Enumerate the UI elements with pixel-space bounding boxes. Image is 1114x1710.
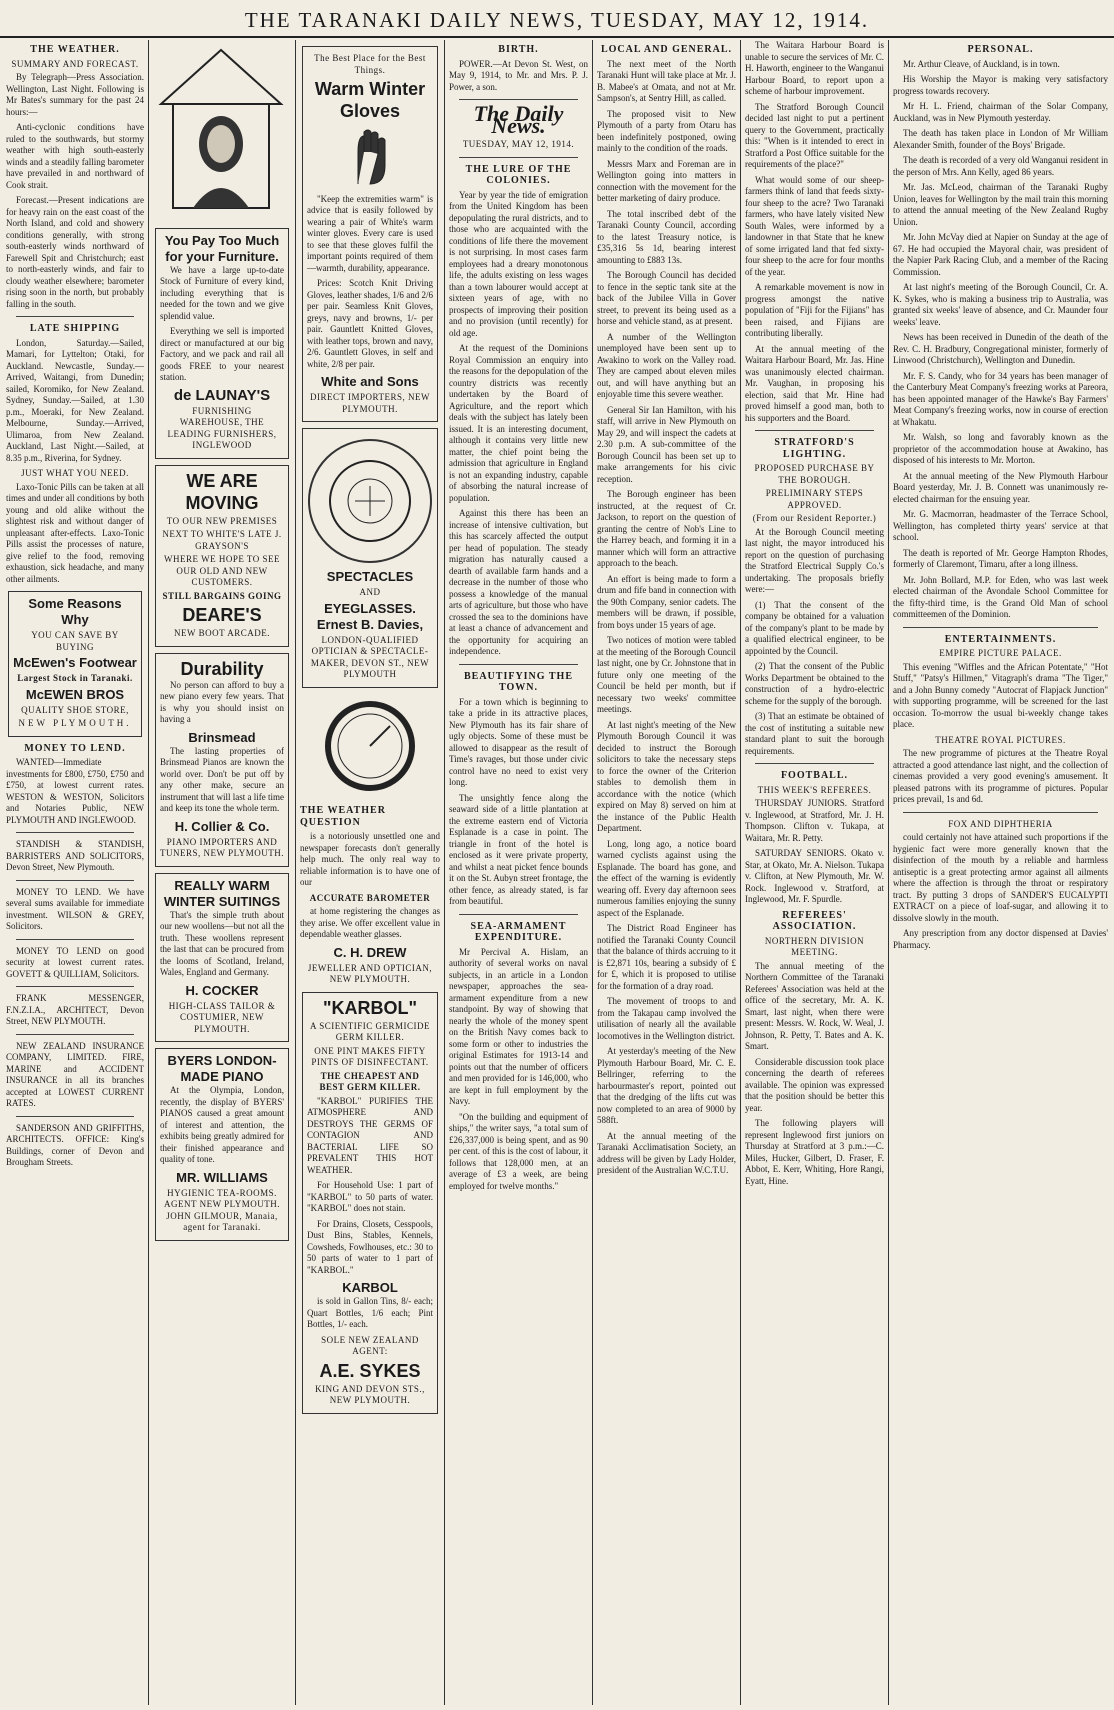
gloves-top: The Best Place for the Best Things.	[314, 53, 426, 75]
news-paragraph: A remarkable movement is now in progress amongst the native population of "Fiji for the Fijians" has been raised, and Fijians are contributing liberally.	[745, 282, 884, 338]
beautify-paragraph: The unsightly fence along the seaward side of a little plantation at the extreme eastern end of Victoria Esplanade is a case in point. The triangle in front of the hotel is enclosed as it were private property, and whilst a neat picket fence bounds it on the St. Aubyn street frontage, the other fence, as already stated, is far from beautiful.	[449, 792, 588, 906]
glove-illustration	[340, 126, 400, 186]
local-paragraph: The total inscribed debt of the Taranaki County Council, according to the latest Treasury notice, is £35,316 5s 1d, bearing interest amounting to £883 13s.	[597, 208, 736, 265]
white-sons-sub: DIRECT IMPORTERS, NEW PLYMOUTH.	[309, 392, 431, 414]
column-5	[597, 40, 736, 1705]
barometer-headline: ACCURATE BAROMETER	[309, 892, 431, 903]
spectacles-headline: SPECTACLES	[326, 569, 414, 584]
moving-bargains: STILL BARGAINS GOING	[162, 590, 282, 601]
suitings-paragraph: That's the simple truth about our new woollens—but not all the truth. These woollens represent the last that can be procured from the looms of Scotland, Ireland, Wales, England and Germany.	[160, 909, 284, 977]
personal-paragraph: At last night's meeting of the Borough Council, Cr. A. K. Sykes, who is making a business trip to Australia, was granted six weeks' leave of absence, and Cr. Maunder four weeks' leave.	[893, 282, 1108, 327]
karbol-paragraph: For Drains, Closets, Cesspools, Dust Bins, Stables, Kennels, Cowsheds, Fowlhouses, etc.: 30 to 50 parts of water to 1 part of "KARBOL."	[307, 1218, 433, 1275]
deare-sub: NEW BOOT ARCADE.	[174, 628, 270, 638]
local-paragraph: An effort is being made to form a drum and fife band in connection with the 90th Company, senior cadets. The members will be drawn, if possible, from boys under 15 years of age.	[597, 573, 736, 630]
divider	[16, 1034, 134, 1035]
karbol-paragraph: "KARBOL" PURIFIES THE ATMOSPHERE AND DESTROYS THE GERMS OF CONTAGION AND BACTERIAL LIFE SO PREVALENT THIS HOT WEATHER.	[307, 1095, 433, 1175]
and-word: AND	[359, 587, 381, 597]
optician-seal-icon	[308, 439, 432, 563]
stratford-paragraph: (1) That the consent of the company be obtained for a valuation of the company's plant to be made by a qualified electrical engineer, to be appointed by the Council.	[745, 599, 884, 656]
personal-paragraph: Mr. Jas. McLeod, chairman of the Taranaki Rugby Union, leaves for Wellington by the mail train this morning to attend the annual meeting of the New Zealand Rugby Union.	[893, 182, 1108, 227]
moving-sub: NEXT TO WHITE'S LATE J. GRAYSON'S	[162, 529, 282, 551]
masthead	[0, 0, 1114, 38]
karbol-agent: SOLE NEW ZEALAND AGENT:	[321, 1334, 419, 1356]
royal-paragraph: The new programme of pictures at the Theatre Royal attracted a good attendance last night, and the collection of cinemas provided a very good evening's amusement. It pleased patrons with its programme of pictures. Popular prices prevail, 1s and 6d.	[893, 748, 1108, 804]
news-paragraph: The Stratford Borough Council decided last night to put a pertinent query to the Government, practically this: "When is it intended to erect in Stratford a Post Office suitable for the requirements of the place?"	[745, 101, 884, 169]
news-paragraph: At the annual meeting of the Waitara Harbour Board, Mr. Jas. Hine was unanimously elected chairman. Mr. Vaughan, in proposing his election, said that Mr. Hine had proved himself a good man, both to his supporters and the Board.	[745, 343, 884, 423]
sea-paragraph: Mr Percival A. Hislam, an authority of several works on naval subjects, in an article in a London newspaper, approaches the sea-armament expenditure from a new standpoint. By way of showing that nearly the whole of the money spent on the British Navy comes back to some form or other to industries the original Estimates for 1913-14 and points out that the number of officers and men provided for is 146,000, who are kept in full employment by the Navy.	[449, 946, 588, 1106]
furniture-advert	[155, 228, 289, 459]
weather-paragraph: Anti-cyclonic conditions have ruled to the southwards, but stormy weather with high south-easterly winds and a steadily falling barometer have prevailed in and northward of Cook strait.	[6, 122, 144, 190]
mcewen-town: NEW PLYMOUTH.	[18, 718, 132, 728]
cocker-brand: H. COCKER	[185, 982, 259, 998]
divider	[755, 430, 874, 431]
divider	[16, 316, 134, 317]
karbol-line: THE CHEAPEST AND BEST GERM KILLER.	[319, 1070, 421, 1092]
local-paragraph: Two notices of motion were tabled at the meeting of the Borough Council last night, one by Cr. Johnstone that in future only one meeting of the Council be held per month, but if necessary two weeks' committee meetings.	[597, 635, 736, 714]
local-paragraph: At last night's meeting of the New Plymouth Borough Council it was decided to instruct the Borough solicitors to take the necessary steps to force the owner of the Criterion stables to demolish them in accordance with the notice (which expired on May 8) served on him at the instance of the Public Health Department.	[597, 719, 736, 833]
local-paragraph: Long, long ago, a notice board warned cyclists against using the Esplanade. The board has gone, and the effect of the warning is evidently wearing off. Every day afternoon sees numerous families enjoying the sunny aspect of the Esplanade.	[597, 838, 736, 918]
local-heading: LOCAL AND GENERAL.	[600, 44, 733, 55]
divider	[16, 832, 134, 833]
local-paragraph: At the annual meeting of the Taranaki Acclimatisation Society, an address will be given by Lady Holder, president of the Australian W.C.T.U.	[597, 1130, 736, 1175]
divider	[459, 914, 578, 915]
gloves-advert	[302, 46, 438, 422]
karbol-headline: "KARBOL"	[322, 997, 418, 1018]
cocker-sub: HIGH-CLASS TAILOR & COSTUMIER, NEW PLYMOUTH.	[168, 1000, 276, 1034]
delaunay-brand: de LAUNAY'S	[173, 386, 271, 404]
govett-advert: MONEY TO LEND on good security at lowest current rates. GOVETT & QUILLIAM, Solicitors.	[6, 945, 144, 979]
sea-heading: SEA-ARMAMENT EXPENDITURE.	[470, 920, 567, 943]
money-heading: MONEY TO LEND.	[24, 742, 126, 754]
personal-paragraph: News has been received in Dunedin of the death of the Rev. C. H. Bradbury, Congregational minister, formerly of Linwood (Christchurch), Wellington and Dunedin.	[893, 332, 1108, 365]
sykes-sub: KING AND DEVON STS., NEW PLYMOUTH.	[315, 1383, 425, 1405]
collier-sub: PIANO IMPORTERS AND TUNERS, NEW PLYMOUTH.	[160, 836, 284, 858]
column-2	[153, 40, 291, 1705]
football-sub: THIS WEEK'S REFEREES.	[757, 784, 872, 795]
royal-heading: THEATRE ROYAL PICTURES.	[935, 734, 1066, 745]
shipping-heading: LATE SHIPPING	[29, 323, 121, 334]
personal-paragraph: At the annual meeting of the New Plymouth Harbour Board yesterday, Mr. J. B. Connett was unanimously re-elected chairman for the ensuing year.	[893, 470, 1108, 504]
divider	[903, 812, 1098, 813]
referees-heading: REFEREES' ASSOCIATION.	[772, 909, 857, 932]
column-rule	[740, 40, 741, 1705]
beautify-paragraph: For a town which is beginning to take a pride in its attractive places, New Plymouth has its fair share of ugly objects. Some of these must be allowed to disappear as the result of Time's ravages, but those under civic control have no need to exist very long.	[449, 696, 588, 787]
moving-sub: TO OUR NEW PREMISES	[166, 515, 278, 526]
divider	[16, 939, 134, 940]
entertainments-heading: ENTERTAINMENTS.	[944, 633, 1057, 645]
durability-headline: Durability	[180, 658, 264, 679]
weather-subheading: SUMMARY AND FORECAST.	[11, 58, 139, 69]
personal-paragraph: Mr. F. S. Candy, who for 34 years has been manager of the Canterbury Meat Company's freezing works at Pareora, has been appointed manager of the Hawke's Bay Farmers' Meat Company's freezing works, now in course of erection at Whakatu.	[893, 370, 1108, 427]
fox-paragraph: Any prescription from any doctor dispensed at Davies' Pharmacy.	[893, 928, 1108, 950]
column-7	[893, 40, 1108, 1705]
mcewen-store: QUALITY SHOE STORE,	[21, 704, 129, 715]
shipping-paragraph: London, Saturday.—Sailed, Mamari, for Lyttelton; Otaki, for Auckland. Newcastle, Sunday.—Arrived, Waitangi, from Dunedin; sailed, Koromiko, for New Zealand. Sydney, Sunday.—Sailed, at 1.30 p.m., Moeraki, for New Zealand. Melbourne, Sunday.—Arrived, Ulimaroa, from New Zealand. Auckland, Last Night.—Sailed, at 8.35 p.m., Riverina, for Sydney.	[6, 337, 144, 463]
weather-paragraph: By Telegraph—Press Association. Wellington, Last Night. Following is Mr Bates's summary for the past 24 hours:—	[6, 72, 144, 117]
drew-sub: JEWELLER AND OPTICIAN, NEW PLYMOUTH.	[307, 962, 433, 984]
personal-paragraph: The death has taken place in London of Mr William Alexander Smith, founder of the Boys' Brigade.	[893, 128, 1108, 150]
divider	[16, 1116, 134, 1117]
local-paragraph: The Borough Council has decided to fence in the septic tank site at the back of the Jubilee Villa in Gover street, to prevent its being used as a horse and vehicle stand, as at present.	[597, 270, 736, 326]
local-paragraph: The next meet of the North Taranaki Hunt will take place at Mr. J. B. Mabee's at Omata, and not at Mr. Sampson's, at Sentry Hill, as called.	[597, 58, 736, 103]
local-paragraph: The movement of troops to and from the Takapau camp involved the utilisation of nearly all the available locomotives in the Wellington district.	[597, 996, 736, 1041]
sea-paragraph: "On the building and equipment of ships," the writer says, "a total sum of £26,337,000 is being spent, and as 90 per cent. of this is the cost of labour, it follows that 128,000 men, at an average of £3 a week, are being employed for twelve months."	[449, 1111, 588, 1191]
divider	[16, 880, 134, 881]
piano-advert	[155, 653, 289, 867]
karbol-brand: KARBOL	[342, 1280, 398, 1295]
standish-advert: STANDISH & STANDISH, BARRISTERS AND SOLICITORS, Devon Street, New Plymouth.	[6, 839, 144, 872]
weather-question-paragraph: is a notoriously unsettled one and newspaper forecasts don't generally help much. The only real way to reliable information is to have one of our	[300, 831, 440, 887]
newspaper-masthead-title: THE TARANAKI DAILY NEWS, TUESDAY, MAY 12, 1914.	[244, 8, 870, 32]
lure-paragraph: Against this there has been an increase of intensive cultivation, but this has scarcely affected the output per head of population. The steady migration has naturally caused a dearth of available farm hands and a decrease in the number of those who possess a knowledge of the manual arts of agriculture, but those who have crossed the sea to the dominions have at least a chance of advancement and the opportunity for acquiring an independence.	[449, 508, 588, 656]
williams-brand: MR. WILLIAMS	[176, 1169, 268, 1185]
local-paragraph: The Borough engineer has been instructed, at the request of Cr. Jackson, to report on the question of granting the centre of Nob's Line to the Harrey beach, and forming it in a manner which will form an attractive approach to the beach.	[597, 489, 736, 568]
mcewen-advert	[8, 591, 142, 737]
fox-heading: FOX AND DIPHTHERIA	[948, 818, 1053, 829]
mcewen-headline: Some Reasons Why	[28, 596, 122, 627]
divider	[459, 157, 578, 158]
column-4	[449, 40, 588, 1705]
divider	[459, 664, 578, 665]
moving-headline-2: MOVING	[185, 492, 259, 513]
barometer-paragraph: at home registering the changes as they arise. We offer excellent value in dependable weather glasses.	[300, 906, 440, 939]
laxo-heading: JUST WHAT YOU NEED.	[21, 468, 129, 478]
house-portrait-illustration	[153, 44, 289, 214]
birth-paragraph: POWER.—At Devon St. West, on May 9, 1914, to Mr. and Mrs. P. J. Power, a son.	[449, 58, 588, 92]
divider	[16, 986, 134, 987]
brinsmead-paragraph: The lasting properties of Brinsmead Pianos are known the world over. Don't be put off by any other make, secure an instrument that will last a life time and keep its tone the whole term.	[160, 745, 284, 813]
news-paragraph: What would some of our sheep-farmers think of land that feeds sixty-four sheep to the acre? Two Taranaki farmers, who have lately visited New South Wales, were informed by a landowner in that State that he knew of some irrigated land that fed sixty-four sheep to the acre for four months of the year.	[745, 174, 884, 277]
football-paragraph: SATURDAY SENIORS. Okato v. Star, at Okato, Mr. A. Nielson. Tukapa v. Clifton, at New Plymouth, Mr. W. Rock. Inglewood v. Stratford, at Inglewood, Mr. F. Spurdle.	[745, 848, 884, 904]
stratford-heading: STRATFORD'S LIGHTING.	[774, 437, 855, 460]
messenger-advert: FRANK MESSENGER, F.N.Z.I.A., ARCHITECT, Devon Street, NEW PLYMOUTH.	[6, 993, 144, 1026]
weather-question-heading: THE WEATHER QUESTION	[300, 805, 386, 828]
local-paragraph: General Sir Ian Hamilton, with his staff, will arrive in New Plymouth on May 29, and will inspect the cadets at 2.30 p.m. A sub-committee of the Borough Council has been set up to make arrangements for his civic reception.	[597, 404, 736, 484]
mcewen-sub: YOU CAN SAVE BY BUYING	[31, 630, 119, 652]
furniture-paragraph: We have a large up-to-date Stock of Furniture of every kind, including everything that is needed for the town and we give splendid value.	[160, 264, 284, 321]
laxo-paragraph: Laxo-Tonic Pills can be taken at all times and under all conditions by both young and old alike without the slightest risk and without danger of unpleasant after-effects. Laxo-Tonic Pills assist the processes of nature, give relief to the food, removing exhaustion, sick headache, and many other ailments.	[6, 481, 144, 584]
personal-heading: PERSONAL.	[967, 44, 1034, 55]
drew-brand: C. H. DREW	[333, 944, 407, 960]
stratford-sub: (From our Resident Reporter.)	[752, 513, 877, 523]
column-6	[745, 40, 884, 1705]
durability-paragraph: No person can afford to buy a new piano every few years. That is why you should insist on having a	[160, 679, 284, 724]
gloves-prices: Prices: Scotch Knit Driving Gloves, leather shades, 1/6 and 2/6 per pair. Seamless Knit Gloves, greys, navy and browns, 1/- per pair. Gauntlett Knitted Gloves, with leather tops, brown and navy, 2/6. Gauntlett Gloves, in self and white, 2/8 per pair.	[307, 278, 433, 369]
furniture-headline: You Pay Too Much	[164, 232, 280, 248]
gloves-paragraph: "Keep the extremities warm" is advice that is easily followed by wearing a pair of White's warm winter gloves. Every care is used to see that these gloves fulfil the important points required of them—warmth, durability, appearance.	[307, 193, 433, 273]
local-paragraph: The District Road Engineer has notified the Taranaki County Council that the balance of thirds accruing to it is £2,871 10s, bearing a subsidy of £ for £, which it is proposed to utilise for the formation of a dray road.	[597, 923, 736, 991]
news-paragraph: The Waitara Harbour Board is unable to secure the services of Mr. C. H. Haworth, engineer to the Wanganui Harbour Board, to report upon a scheme of harbour improvement.	[745, 40, 884, 96]
gloves-headline: Warm Winter Gloves	[314, 79, 426, 121]
personal-paragraph: Mr. Walsh, so long and favorably known as the proprietor of the accommodation house at Awakino, has disposed of his interests to Mr. Morton.	[893, 432, 1108, 465]
byers-paragraph: At the Olympia, London, recently, the display of BYERS' PIANOS caused a great amount of interest and attention, the exhibits being greatly admired for their finished appearance and quality of tone.	[160, 1085, 284, 1164]
byers-headline: BYERS LONDON-MADE PIANO	[167, 1053, 277, 1084]
brinsmead-brand: Brinsmead	[188, 729, 256, 745]
griffiths-advert: SANDERSON AND GRIFFITHS, ARCHITECTS. OFFICE: King's Buildings, corner of Devon and Brougham Streets.	[6, 1122, 144, 1167]
referees-sub: NORTHERN DIVISION MEETING.	[764, 935, 865, 957]
mcewen-name: McEWEN BROS	[25, 686, 125, 702]
column-1	[6, 40, 144, 1705]
byers-advert	[155, 1048, 289, 1241]
lure-paragraph: Year by year the tide of emigration from the United Kingdom has been depopulating the rural districts, and to those who are acquainted with the conditions of life there the movement is not surprising. In most cases farm employees had a dreary monotonous life, the adults existing on less wages than a town labourer would accept at sixteen years of age, with no prospects of improving their position and no provision (until recently) for old age.	[449, 189, 588, 338]
personal-paragraph: Mr. John Bollard, M.P. for Eden, who was last week elected chairman of the Avondale School Committee for the fifty-third time, is the Grand Old Man of school committeemen of the Dominion.	[893, 574, 1108, 619]
wilson-advert: MONEY TO LEND. We have several sums available for immediate investment. WILSON & GREY, Solicitors.	[6, 886, 144, 931]
column-rule	[444, 40, 445, 1705]
karbol-paragraph: is sold in Gallon Tins, 8/- each; Quart Bottles, 1/6 each; Pint Bottles, 1/- each.	[307, 1296, 433, 1329]
paper-date: TUESDAY, MAY 12, 1914.	[462, 139, 575, 149]
local-paragraph: Messrs Marx and Foreman are in Wellington going into matters in connection with the movement for the better marketing of dairy produce.	[597, 158, 736, 203]
deare-brand: DEARE'S	[182, 605, 262, 625]
stratford-paragraph: (3) That an estimate be obtained of the cost of instituting a suitable new standard plant to suit the borough requirements.	[745, 711, 884, 756]
stratford-sub: PRELIMINARY STEPS APPROVED.	[765, 488, 864, 510]
karbol-sub: A SCIENTIFIC GERMICIDE GERM KILLER.	[309, 1020, 430, 1042]
moving-advert	[155, 465, 289, 647]
referees-paragraph: The following players will represent Inglewood first juniors on Thursday at Stratford at 3 p.m.:—C. Miles, Hucker, Gilbert, D. Fraser, F. Abbot, E. Kerr, Whiting, Hore Rangi, Eyatt, Hine.	[745, 1118, 884, 1186]
personal-paragraph: Mr. John McVay died at Napier on Sunday at the age of 67. He had occupied the Mayoral chair, was president of the Napier Park Racing Club, and a member of the Racing Commission.	[893, 232, 1108, 277]
personal-paragraph: Mr H. L. Friend, chairman of the Solar Company, Auckland, was in New Plymouth yesterday.	[893, 101, 1108, 123]
local-paragraph: A number of the Wellington unemployed have been sent up to Awakino to work on the Valley road. They are camped about eleven miles out, and will have anything but an enjoyable time this severe weather.	[597, 331, 736, 399]
moving-sub: WHERE WE HOPE TO SEE OUR OLD AND NEW CUSTOMERS.	[164, 554, 280, 587]
local-paragraph: At yesterday's meeting of the New Plymouth Harbour Board, Mr. C. E. Bellringer, referring to the harbourmaster's report, pointed out that the dredging of the lifts cut was now completed to an area of 9000 by 588ft.	[597, 1046, 736, 1125]
weather-paragraph: Forecast.—Present indications are for heavy rain on the east coast of the North Island, and cold and showery conditions generally, with strong south-easterly winds northward of Farewell Spit and Christchurch; east to north-easterly winds, and fair to cloudy weather elsewhere; barometer rising soon in the north, but probably falling in the south.	[6, 195, 144, 309]
personal-paragraph: His Worship the Mayor is making very satisfactory progress towards recovery.	[893, 74, 1108, 96]
mcewen-stock: Largest Stock in Taranaki.	[17, 673, 133, 683]
fox-paragraph: could certainly not have attained such proportions if the hygienic fact were more generally known that the disinfection of the mouth by a reliable and harmless antiseptic is a great protecting armor against all ailments where the affection is through the throat or respiratory tract. By putting 3 drops of SANDER'S EUCALYPTI EXTRACT on a piece of loaf-sugar, and allowing it to dissolve slowly in the mouth.	[893, 832, 1108, 923]
suitings-headline: REALLY WARM WINTER SUITINGS	[163, 877, 281, 909]
insurance-advert: NEW ZEALAND INSURANCE COMPANY, LIMITED. FIRE, MARINE and ACCIDENT INSURANCE in all its branches accepted at LOWEST CURRENT RATES.	[6, 1040, 144, 1108]
column-rule	[295, 40, 296, 1705]
eyeglasses-headline: EYEGLASSES.	[324, 600, 416, 616]
column-rule	[888, 40, 889, 1705]
divider	[755, 763, 874, 764]
stratford-paragraph: (2) That the consent of the Public Works Department be obtained to the construction of a hydro-electric scheme for the supply of the borough.	[745, 661, 884, 706]
furniture-headline-2: for your Furniture.	[165, 248, 279, 264]
empire-paragraph: This evening "Wiffles and the African Potentate," "Hot Stuff," "Patsy's Hillmen," Vitagraph's drama "The Tiger," and a John Bunny comedy "Autocrat of Flapjack Junction" with supporting programme, will be screened for the last occasion. To-morrow the usual bi-weekly change takes place.	[893, 661, 1108, 729]
davies-brand: Ernest B. Davies,	[316, 616, 424, 632]
column-rule	[592, 40, 593, 1705]
football-heading: FOOTBALL.	[780, 770, 849, 781]
lure-heading: THE LURE OF THE COLONIES.	[465, 163, 572, 186]
karbol-advert	[302, 992, 438, 1414]
referees-paragraph: The annual meeting of the Northern Committee of the Taranaki Referees' Association was held at the office of the secretary, Mr. A. K. Smart, last night, when there were present: Messrs. W. Rock, W. Weal, J. Johnson, R. Petty, T. Bates and A. K. Smart.	[745, 960, 884, 1051]
local-paragraph: The proposed visit to New Plymouth of a party from Otaru has been indefinitely postponed, owing mainly to the condition of the roads.	[597, 108, 736, 153]
weather-heading: THE WEATHER.	[30, 44, 120, 55]
birth-heading: BIRTH.	[498, 44, 539, 55]
moving-headline: WE ARE	[186, 470, 258, 491]
karbol-paragraph: For Household Use: 1 part of "KARBOL" to 50 parts of water. "KARBOL" does not stain.	[307, 1180, 433, 1213]
daily-news-logo: The Daily News.	[473, 101, 564, 138]
karbol-line: ONE PINT MAKES FIFTY PINTS OF DISINFECTANT.	[311, 1045, 429, 1067]
white-sons-brand: White and Sons	[321, 374, 419, 389]
beautify-heading: BEAUTIFYING THE TOWN.	[463, 670, 573, 693]
mcewen-brand: McEwen's Footwear	[13, 655, 137, 670]
column-rule	[148, 40, 149, 1705]
lure-paragraph: At the request of the Dominions Royal Commission an enquiry into the reasons for the depopulation of the country districts was recently undertaken by the Board of Agriculture, and the report which deals with the subject has lately been issued. It is an interesting document, although it contains very little new matter, the chief point being the admission that agriculture in England is not an expanding industry, capable of absorbing the natural increase of population.	[449, 343, 588, 503]
column-3	[300, 40, 440, 1705]
suitings-advert	[155, 873, 289, 1043]
williams-sub: HYGIENIC TEA-ROOMS. AGENT NEW PLYMOUTH. JOHN GILMOUR, Manaia, agent for Taranaki.	[163, 1187, 280, 1232]
davies-sub: LONDON-QUALIFIED OPTICIAN & SPECTACLE-MAKER, DEVON ST., NEW PLYMOUTH	[310, 634, 430, 679]
furniture-paragraph: Everything we sell is imported direct or manufactured at our big Factory, and we pack and rail all goods FREE to your nearest station.	[160, 326, 284, 382]
collier-brand: H. Collier & Co.	[174, 818, 270, 834]
personal-paragraph: Mr. G. Macmorran, headmaster of the Terrace School, Wellington, has completed thirty years' service at that school.	[893, 509, 1108, 542]
referees-paragraph: Considerable discussion took place concerning the dearth of referees available. The opinion was expressed that the position should be better this year.	[745, 1056, 884, 1113]
personal-paragraph: The death is recorded of a very old Wanganui resident in the person of Mrs. Ann Kelly, aged 86 years.	[893, 155, 1108, 177]
stratford-paragraph: At the Borough Council meeting last night, the mayor introduced his report on the question of purchasing the Stratford Electrical Supply Co.'s undertaking. The proposals briefly were:—	[745, 526, 884, 594]
delaunay-sub: FURNISHING WAREHOUSE, THE LEADING FURNISHERS, INGLEWOOD	[167, 405, 277, 450]
personal-paragraph: Mr. Arthur Cleave, of Auckland, is in town.	[903, 58, 1060, 69]
divider	[459, 99, 578, 100]
money-paragraph: WANTED—Immediate investments for £800, £750, £750 and £750, at lowest current rates. WESTON & WESTON, Solicitors and Notaries Public, NEW PLYMOUTH AND INGLEWOOD.	[6, 757, 144, 825]
barometer-illustration	[300, 698, 440, 794]
sykes-brand: A.E. SYKES	[319, 1360, 421, 1381]
personal-paragraph: The death is reported of Mr. George Hampton Rhodes, formerly of Claremont, Timaru, after a long illness.	[893, 547, 1108, 569]
football-paragraph: THURSDAY JUNIORS. Stratford v. Inglewood, at Stratford, Mr. J. H. Thompson. Clifton v. Tukapa, at Waitara, Mr. R. Petty.	[745, 798, 884, 843]
stratford-sub: PROPOSED PURCHASE BY THE BOROUGH.	[754, 463, 875, 485]
spectacles-advert	[302, 428, 438, 688]
divider	[903, 627, 1098, 628]
empire-heading: EMPIRE PICTURE PALACE.	[939, 648, 1062, 658]
